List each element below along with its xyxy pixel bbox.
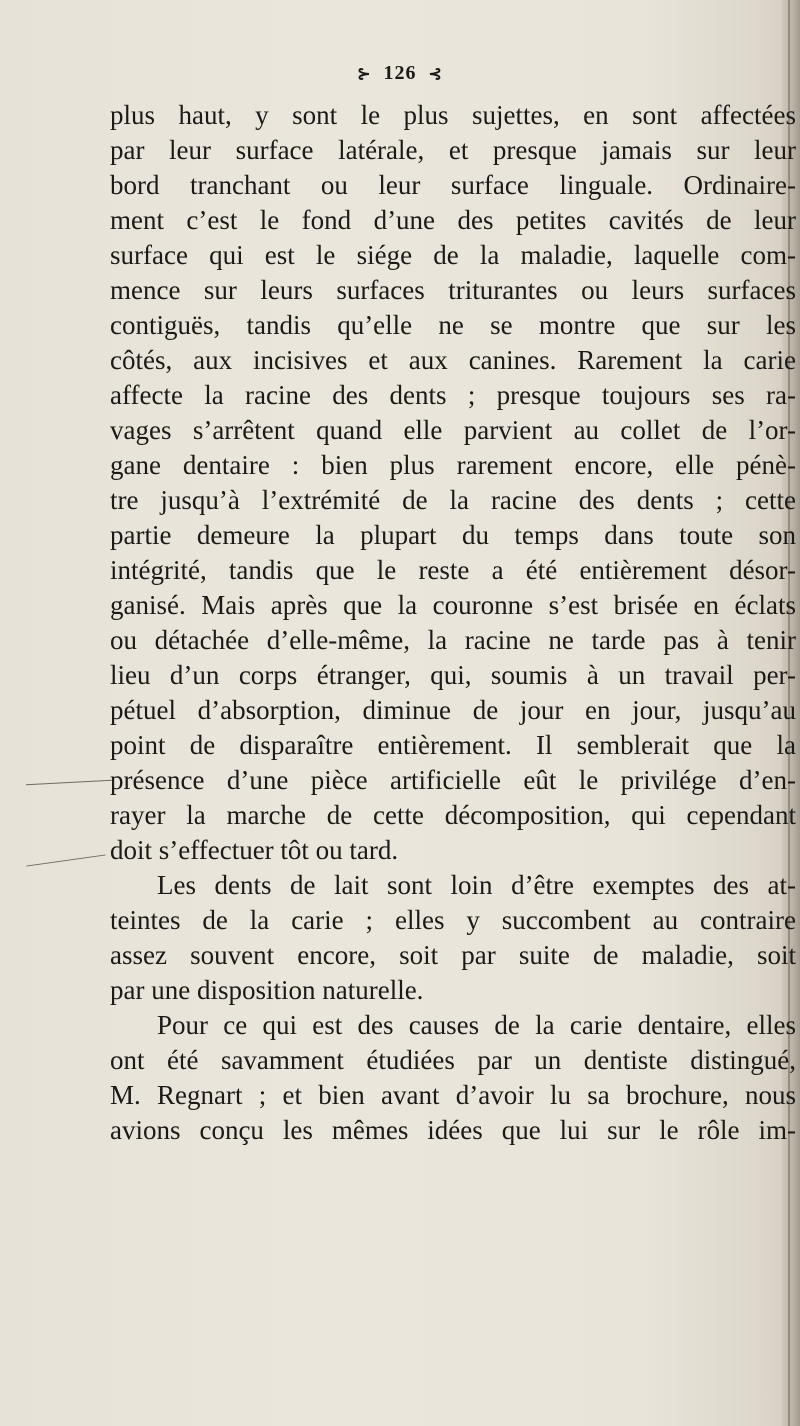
ornament-left-icon: ⊱ xyxy=(357,66,372,83)
text-line: affecte la racine des dents ; presque toujours ses ra- xyxy=(110,380,796,410)
text-line: ont été savamment étudiées par un dentiste distingué, xyxy=(110,1045,796,1075)
text-line: M. Regnart ; et bien avant d’avoir lu sa brochure, nous xyxy=(110,1080,796,1110)
text-line: contiguës, tandis qu’elle ne se montre que sur les xyxy=(110,310,796,340)
text-line: teintes de la carie ; elles y succombent au contraire xyxy=(110,905,796,935)
text-line: côtés, aux incisives et aux canines. Rarement la carie xyxy=(110,345,796,375)
page-header xyxy=(0,62,800,85)
text-line: pétuel d’absorption, diminue de jour en jour, jusqu’au xyxy=(110,695,796,725)
text-line: mence sur leurs surfaces triturantes ou leurs surfaces xyxy=(110,275,796,305)
text-line: ment c’est le fond d’une des petites cavités de leur xyxy=(110,205,796,235)
text-line: bord tranchant ou leur surface linguale. Ordinaire- xyxy=(110,170,796,200)
text-line: avions conçu les mêmes idées que lui sur le rôle im- xyxy=(110,1115,796,1145)
text-line: intégrité, tandis que le reste a été entièrement désor- xyxy=(110,555,796,585)
page-number: 126 xyxy=(383,62,417,84)
text-line: vages s’arrêtent quand elle parvient au collet de l’or- xyxy=(110,415,796,445)
text-line: gane dentaire : bien plus rarement encore, elle pénè- xyxy=(110,450,796,480)
text-line: Pour ce qui est des causes de la carie dentaire, elles xyxy=(157,1010,796,1040)
text-line: ganisé. Mais après que la couronne s’est brisée en éclats xyxy=(110,590,796,620)
margin-pencil-mark-2 xyxy=(26,854,105,866)
text-line: assez souvent encore, soit par suite de maladie, soit xyxy=(110,940,796,970)
text-line: point de disparaître entièrement. Il semblerait que la xyxy=(110,730,796,760)
text-line: Les dents de lait sont loin d’être exemptes des at- xyxy=(157,870,796,900)
text-line: surface qui est le siége de la maladie, laquelle com- xyxy=(110,240,796,270)
text-line: lieu d’un corps étranger, qui, soumis à un travail per- xyxy=(110,660,796,690)
text-line: partie demeure la plupart du temps dans toute son xyxy=(110,520,796,550)
ornament-right-icon: ⊰ xyxy=(428,66,443,83)
text-line: doit s’effectuer tôt ou tard. xyxy=(110,835,399,865)
margin-pencil-mark-1 xyxy=(26,780,112,785)
text-line: rayer la marche de cette décomposition, qui cependant xyxy=(110,800,796,830)
text-line: présence d’une pièce artificielle eût le privilége d’en- xyxy=(110,765,796,795)
body-text xyxy=(110,98,796,1148)
text-line: tre jusqu’à l’extrémité de la racine des dents ; cette xyxy=(110,485,796,515)
text-line: ou détachée d’elle-même, la racine ne tarde pas à tenir xyxy=(110,625,796,655)
text-line: par une disposition naturelle. xyxy=(110,975,424,1005)
text-line: plus haut, y sont le plus sujettes, en sont affectées xyxy=(110,100,796,130)
text-line: par leur surface latérale, et presque jamais sur leur xyxy=(110,135,796,165)
